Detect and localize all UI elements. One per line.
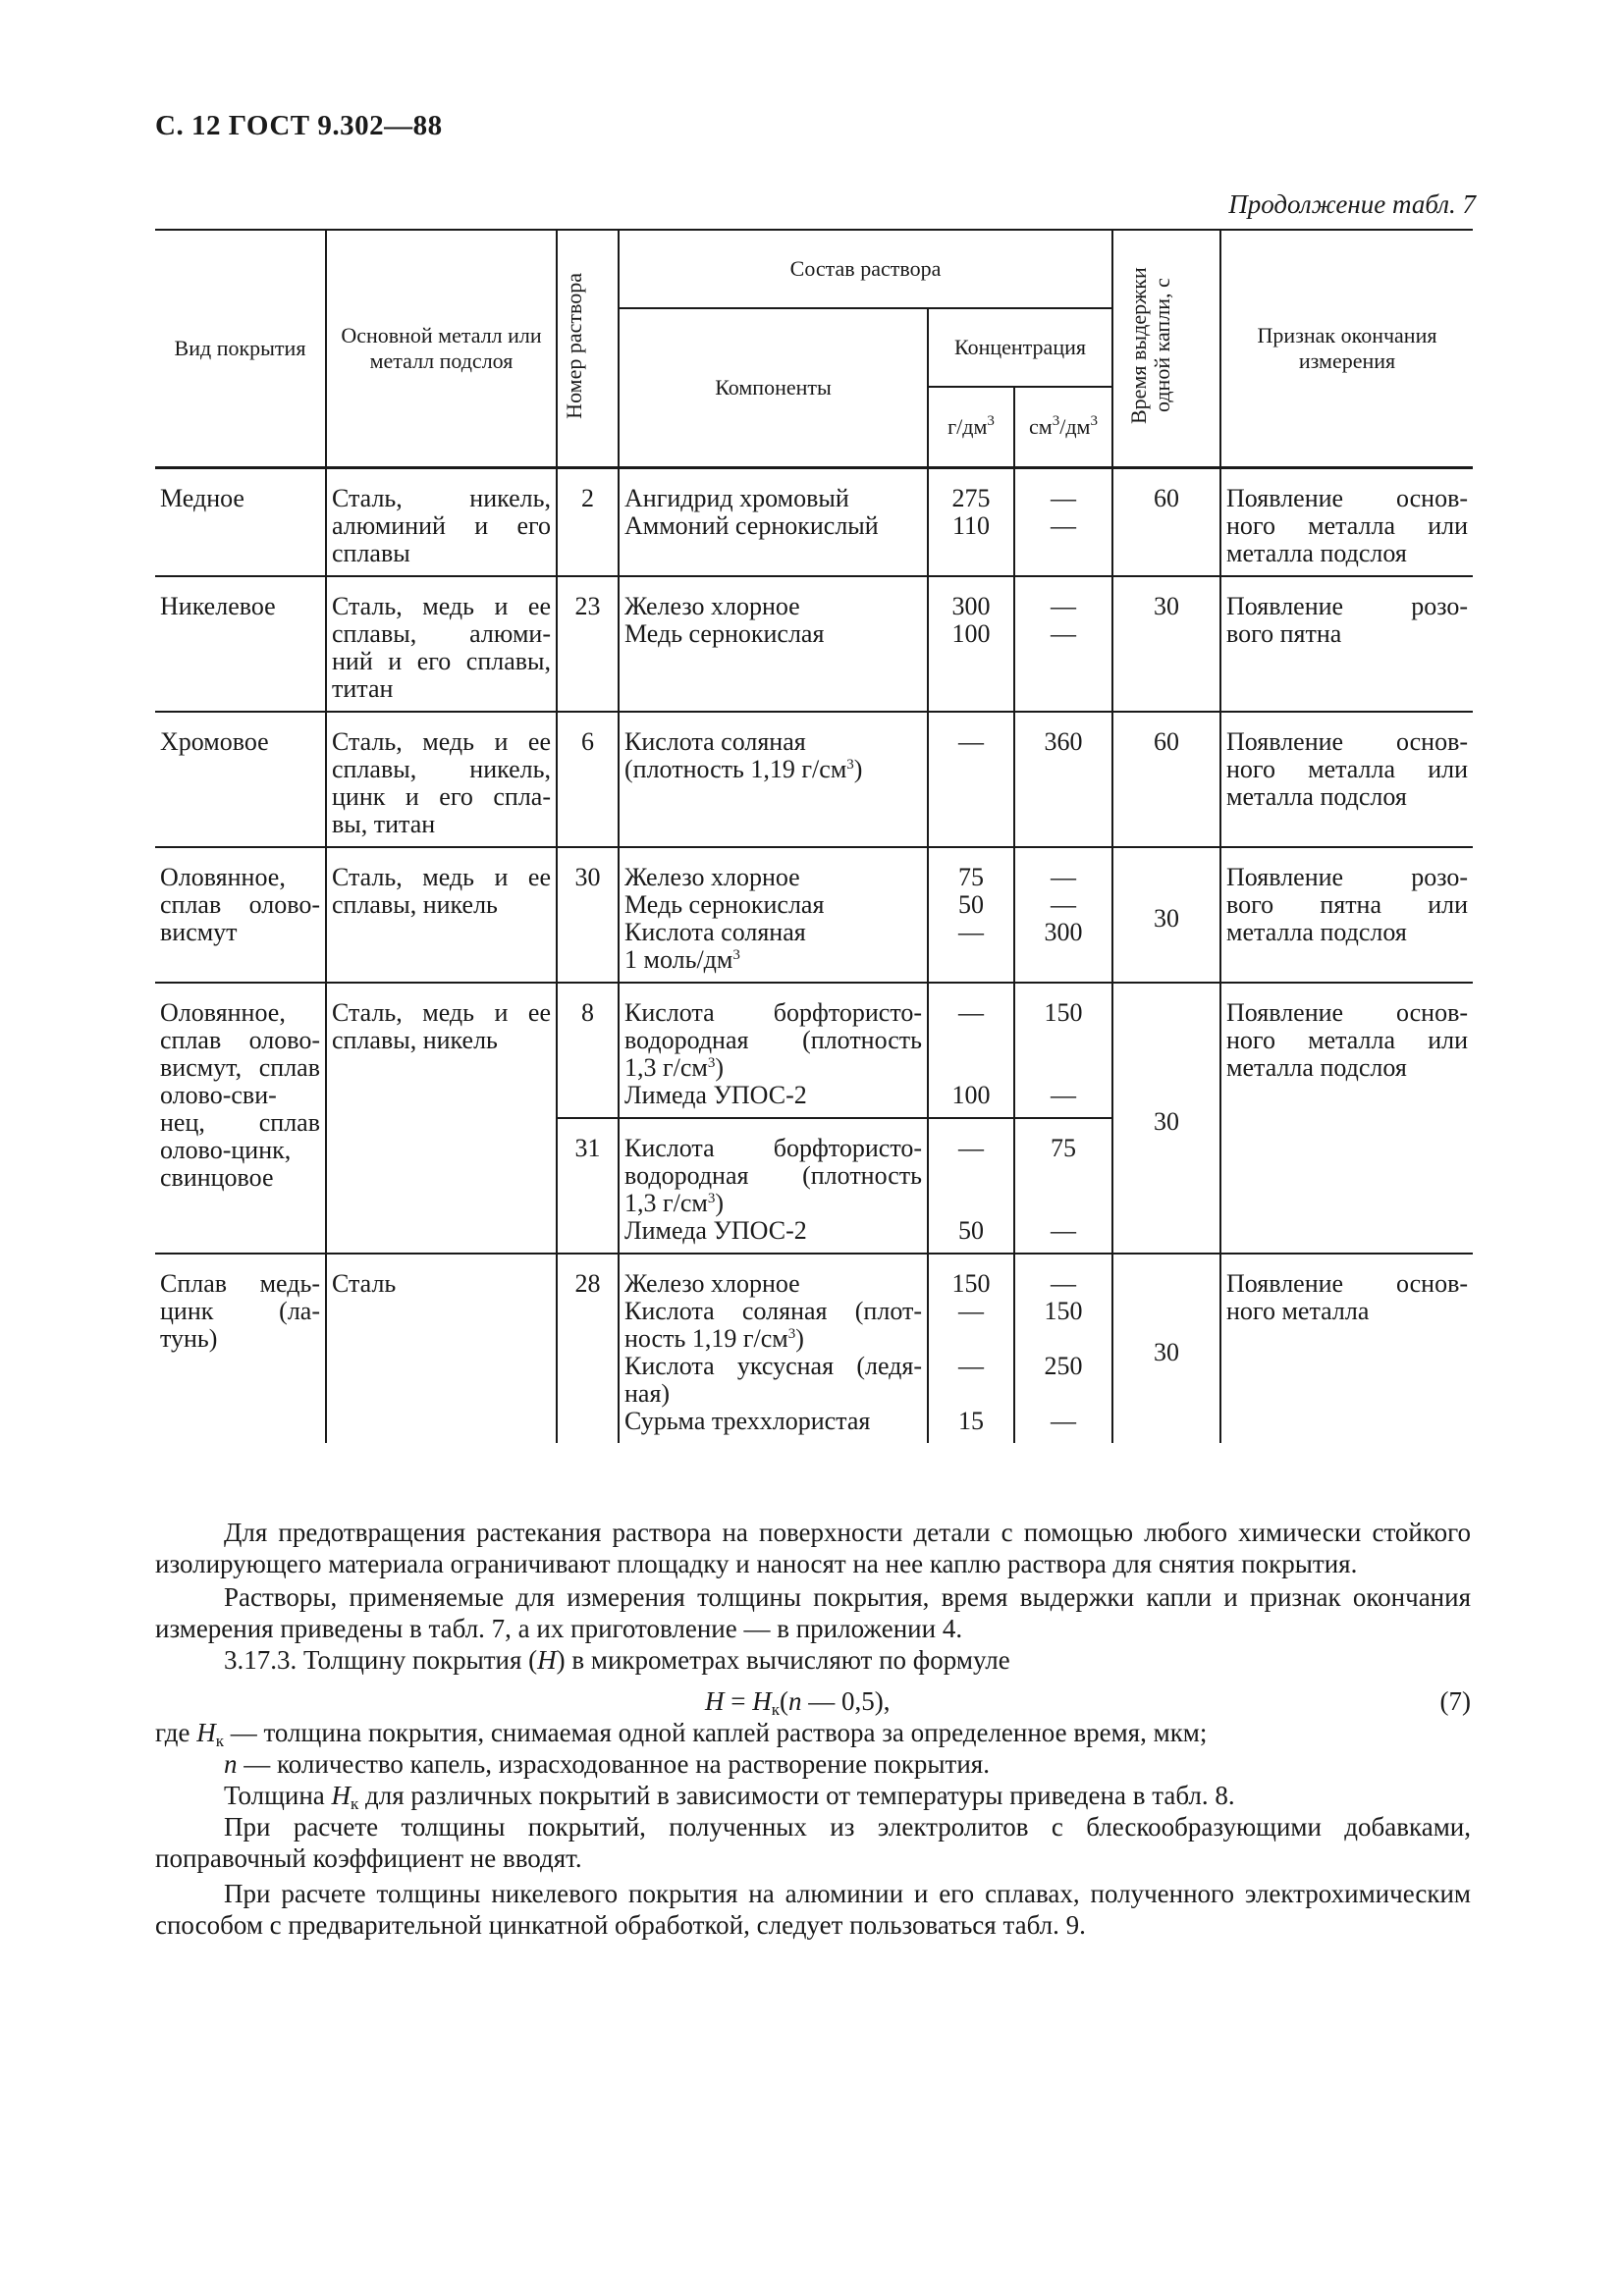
cell-coating: Сплав медь- цинк (ла- тунь) (155, 1254, 326, 1443)
cell-base: Сталь (326, 1254, 557, 1443)
header-solution-number (557, 230, 619, 468)
cell-conc-g: 275 110 (928, 468, 1014, 577)
table-continuation-label: Продолжение табл. 7 (1228, 189, 1476, 219)
cell-components: Кислота борфтористо- водородная (плотность 1,3 $г/см^3$) Лимеда УПОС-2 (619, 983, 928, 1118)
formula-number: (7) (1439, 1686, 1471, 1716)
cell-components: Железо хлорное Кислота соляная (плот- ность 1,19 $г/см^3$) Кислота уксусная (ледя- ная) Сурьма треххлористая (619, 1254, 928, 1443)
cell-end-sign: Появление розо- вого пятна или металла подслоя (1220, 847, 1473, 983)
cell-base: Сталь, медь и ее сплавы, никель (326, 847, 557, 983)
table-row (155, 1254, 1473, 1443)
table-row (155, 576, 1473, 712)
header-components: Компоненты (619, 308, 928, 468)
cell-coating: Оловянное, сплав олово- висмут (155, 847, 326, 983)
cell-solution-number: 23 (557, 576, 619, 712)
cell-solution-number: 30 (557, 847, 619, 983)
cell-components: Ангидрид хромовый Аммоний сернокислый (619, 468, 928, 577)
cell-base: Сталь, никель, алюминий и его сплавы (326, 468, 557, 577)
cell-solution-number: 8 (557, 983, 619, 1118)
cell-conc-cm: 150 — (1014, 983, 1112, 1118)
cell-end-sign: Появление основ- ного металла или металла подслоя (1220, 468, 1473, 577)
header-time (1112, 230, 1220, 468)
page-header: С. 12 ГОСТ 9.302—88 (155, 110, 443, 141)
cell-coating: Хромовое (155, 712, 326, 847)
paragraph: Толщина $H_к$ для различных покрытий в зависимости от температуры приведена в табл. 8. (224, 1781, 1235, 1813)
body-text (155, 1517, 1471, 1941)
cell-conc-g: 300 100 (928, 576, 1014, 712)
cell-conc-g: 75 50 — (928, 847, 1014, 983)
paragraph: Для предотвращения растекания раствора на поверхности детали с помощью любого химически стойкого изолирующего материала ограничивают площадку и наносят на нее каплю раствора для снятия покрытия. (155, 1518, 1471, 1578)
table-row (155, 468, 1473, 577)
cell-conc-cm: 360 (1014, 712, 1112, 847)
table-row (155, 847, 1473, 983)
header-base-metal: Основной металл или металл подслоя (326, 230, 557, 468)
cell-base: Сталь, медь и ее сплавы, алюми- ний и его сплавы, титан (326, 576, 557, 712)
cell-time: 30 (1112, 983, 1220, 1254)
solutions-table (155, 229, 1473, 1443)
header-concentration: Концентрация (928, 308, 1112, 387)
cell-components: Кислота соляная (плотность 1,19 $г/см^3$) (619, 712, 928, 847)
cell-components: Железо хлорное Медь сернокислая Кислота соляная 1 моль/$дм^3$ (619, 847, 928, 983)
cell-components: Железо хлорное Медь сернокислая (619, 576, 928, 712)
cell-time: 60 (1112, 712, 1220, 847)
paragraph: Растворы, применяемые для измерения толщины покрытия, время выдержки капли и признак окончания измерения приведены в табл. 7, а их приготовление — в приложении 4. (155, 1582, 1471, 1643)
cell-time: 30 (1112, 576, 1220, 712)
header-end-sign: Признак окончания измерения (1220, 230, 1473, 468)
cell-coating: Медное (155, 468, 326, 577)
table-row (155, 983, 1473, 1118)
cell-end-sign: Появление розо- вого пятна (1220, 576, 1473, 712)
cell-base: Сталь, медь и ее сплавы, никель, цинк и его спла- вы, титан (326, 712, 557, 847)
cell-coating: Оловянное, сплав олово- висмут, сплав олово-сви- нец, сплав олово-цинк, свинцовое (155, 983, 326, 1254)
cell-coating: Никелевое (155, 576, 326, 712)
formula-7 (155, 1685, 1471, 1717)
paragraph: При расчете толщины никелевого покрытия на алюминии и его сплавах, полученного электрохимическим способом с предварительной цинкатной обработкой, следует пользоваться табл. 9. (155, 1879, 1471, 1940)
cell-conc-cm: — — 300 (1014, 847, 1112, 983)
where-line-1: где $H_к$ — толщина покрытия, снимаемая одной каплей раствора за определенное время, мкм; (155, 1718, 1208, 1750)
cell-conc-g: — 50 (928, 1118, 1014, 1254)
header-composition: Состав раствора (619, 230, 1112, 308)
formula-expression: $H = H_к(n$ — 0,5), (705, 1686, 891, 1719)
paragraph: При расчете толщины покрытий, полученных из электролитов с блескообразующими добавками, поправочный коэффициент не вводят. (155, 1812, 1471, 1873)
cell-end-sign: Появление основ- ного металла или металла подслоя (1220, 712, 1473, 847)
cell-solution-number: 31 (557, 1118, 619, 1254)
cell-time: 30 (1112, 1254, 1220, 1443)
cell-solution-number: 2 (557, 468, 619, 577)
where-line-2: n — количество капель, израсходованное на растворение покрытия. (224, 1749, 990, 1779)
cell-end-sign: Появление основ- ного металла (1220, 1254, 1473, 1443)
cell-conc-g: — 100 (928, 983, 1014, 1118)
cell-solution-number: 6 (557, 712, 619, 847)
table-row (155, 712, 1473, 847)
cell-components: Кислота борфтористо- водородная (плотность 1,3 $г/см^3$) Лимеда УПОС-2 (619, 1118, 928, 1254)
cell-conc-g: — (928, 712, 1014, 847)
cell-conc-g: 150 — — 15 (928, 1254, 1014, 1443)
cell-conc-cm: — 150 250 — (1014, 1254, 1112, 1443)
paragraph: 3.17.3. Толщину покрытия (H) в микрометрах вычисляют по формуле (224, 1645, 1010, 1675)
cell-base: Сталь, медь и ее сплавы, никель (326, 983, 557, 1254)
header-unit-cm: $см^3/дм^3$ (1014, 387, 1112, 468)
header-time-text: Время выдержки одной капли, с (1126, 267, 1175, 424)
cell-conc-cm: — — (1014, 468, 1112, 577)
header-unit-g: $г/дм^3$ (928, 387, 1014, 468)
header-solution-number-text: Номер раствора (562, 272, 586, 419)
cell-time: 60 (1112, 468, 1220, 577)
cell-time: 30 (1112, 847, 1220, 983)
cell-solution-number: 28 (557, 1254, 619, 1443)
cell-conc-cm: — — (1014, 576, 1112, 712)
header-coating: Вид покрытия (155, 230, 326, 468)
cell-conc-cm: 75 — (1014, 1118, 1112, 1254)
cell-end-sign: Появление основ- ного металла или металла подслоя (1220, 983, 1473, 1254)
